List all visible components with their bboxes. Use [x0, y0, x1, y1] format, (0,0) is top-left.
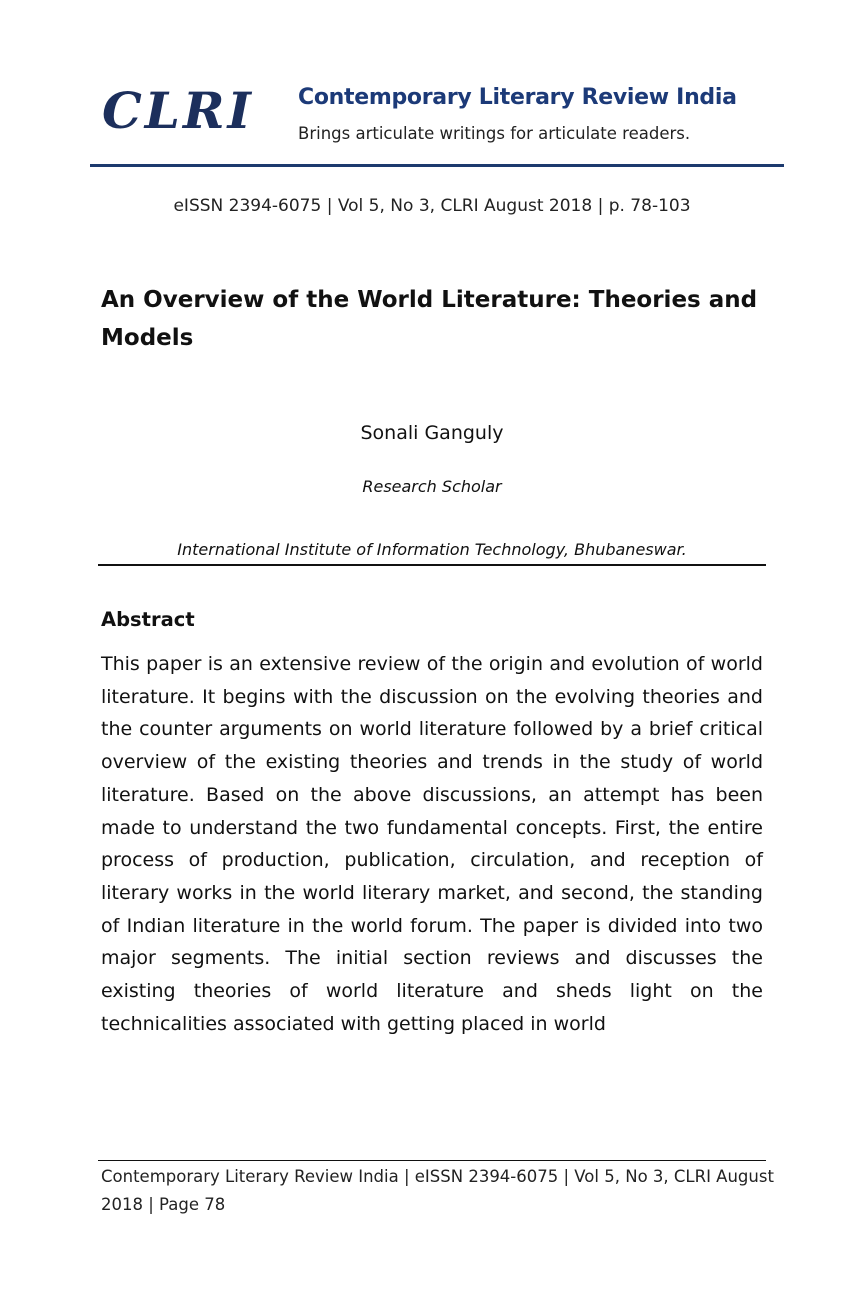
journal-tagline: Brings articulate writings for articulate readers.: [298, 124, 691, 143]
affiliation-divider: [98, 564, 766, 566]
author-name: Sonali Ganguly: [360, 422, 504, 444]
clri-logo: CLRI: [102, 81, 254, 140]
journal-header: [90, 78, 784, 168]
footer-divider: [98, 1160, 766, 1161]
header-divider: [90, 164, 784, 167]
abstract-heading: Abstract: [101, 608, 195, 631]
abstract-body: This paper is an extensive review of the origin and evolution of world literature. It begins with the discussion on the evolving theories and the counter arguments on world literature followed by a brief critical overview of the existing theories and trends in the study of world literature. Based on the above discussions, an attempt has been made to understand the two fundamental concepts. First, the entire process of production, publication, circulation, and reception of literary works in the world literary market, and second, the standing of Indian literature in the world forum. The paper is divided into two major segments. The initial section reviews and discusses the existing theories of world literature and sheds light on the technicalities associated with getting placed in world: [101, 653, 763, 1035]
journal-title: Contemporary Literary Review India: [298, 85, 737, 110]
article-title: An Overview of the World Literature: Theories and Models: [101, 287, 758, 351]
page-footer: Contemporary Literary Review India | eISSN 2394-6075 | Vol 5, No 3, CLRI August 2018 | Page 78: [101, 1167, 774, 1214]
issn-line: eISSN 2394-6075 | Vol 5, No 3, CLRI August 2018 | p. 78-103: [173, 196, 691, 216]
author-role: Research Scholar: [362, 477, 502, 496]
author-affiliation: International Institute of Information Technology, Bhubaneswar.: [177, 540, 687, 559]
